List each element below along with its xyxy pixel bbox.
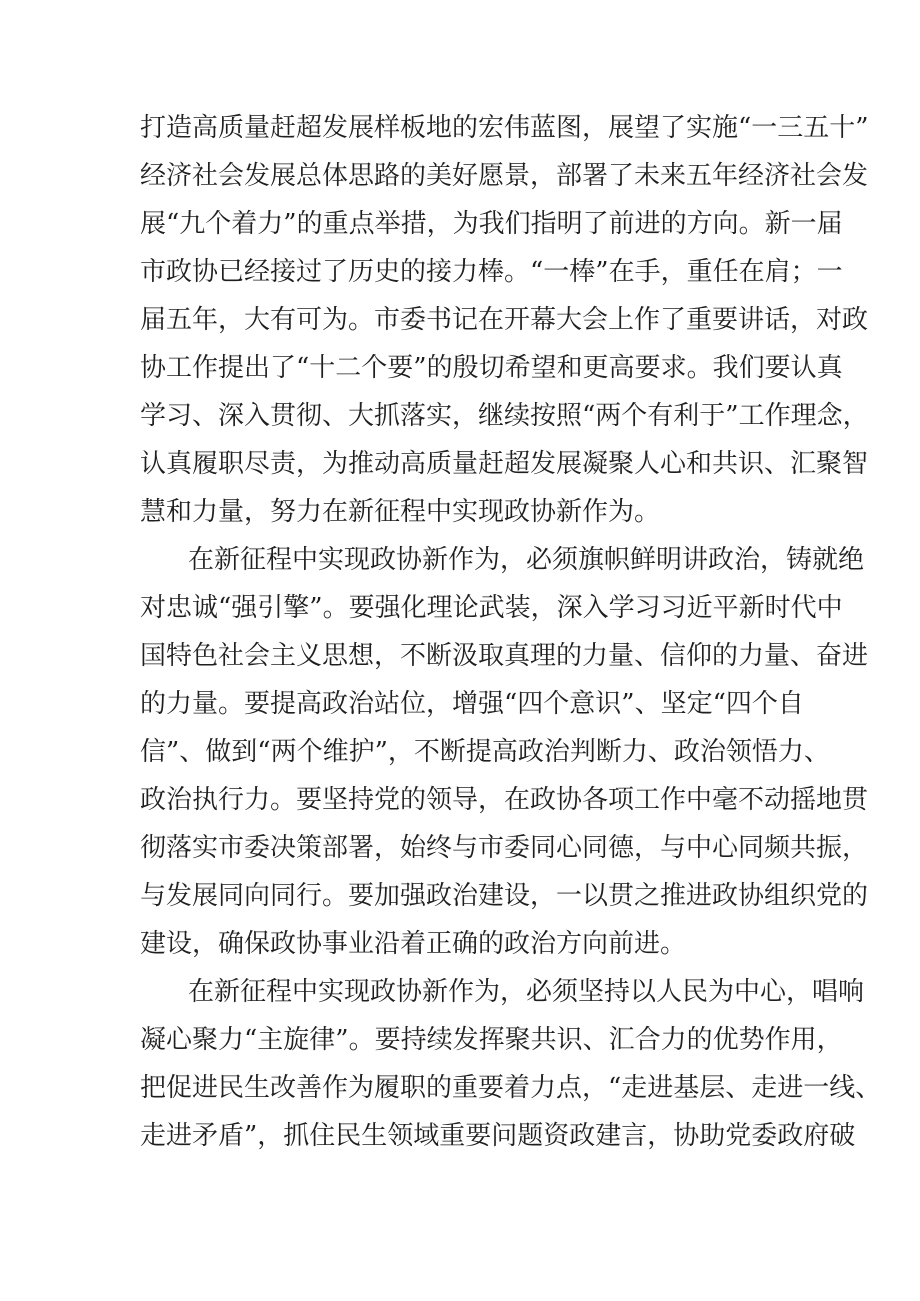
text-line: 届五年，大有可为。市委书记在开幕大会上作了重要讲话，对政 [140, 305, 869, 335]
text-line: 政治执行力。要坚持党的领导，在政协各项工作中毫不动摇地贯 [140, 785, 869, 815]
text-line: 学习、深入贯彻、大抓落实，继续按照“两个有利于”工作理念， [140, 401, 869, 431]
text-line: 经济社会发展总体思路的美好愿景，部署了未来五年经济社会发 [140, 161, 869, 191]
text-line: 与发展同向同行。要加强政治建设，一以贯之推进政协组织党的 [140, 881, 869, 911]
text-line: 的力量。要提高政治站位，增强“四个意识”、坚定“四个自 [140, 689, 804, 719]
text-line: 把促进民生改善作为履职的重要着力点，“走进基层、走进一线、 [140, 1073, 882, 1103]
text-line: 展“九个着力”的重点举措，为我们指明了前进的方向。新一届 [140, 209, 843, 239]
text-line: 认真履职尽责，为推动高质量赶超发展凝聚人心和共识、汇聚智 [140, 449, 869, 479]
text-line: 在新征程中实现政协新作为，必须旗帜鲜明讲政治，铸就绝 [188, 545, 865, 575]
text-line: 信”、做到“两个维护”，不断提高政治判断力、政治领悟力、 [140, 737, 830, 767]
text-line: 走进矛盾”，抓住民生领域重要问题资政建言，协助党委政府破 [140, 1121, 856, 1151]
paragraph-3 [140, 968, 882, 1160]
paragraph-1 [140, 104, 869, 536]
text-line: 国特色社会主义思想，不断汲取真理的力量、信仰的力量、奋进 [140, 641, 869, 671]
text-line: 慧和力量，努力在新征程中实现政协新作为。 [140, 497, 661, 527]
text-line: 对忠诚“强引擎”。要强化理论武装，深入学习习近平新时代中 [140, 593, 843, 623]
text-line: 在新征程中实现政协新作为，必须坚持以人民为中心，唱响 [188, 977, 865, 1007]
text-line: 彻落实市委决策部署，始终与市委同心同德，与中心同频共振， [140, 833, 869, 863]
document-body [140, 104, 882, 1160]
text-line: 协工作提出了“十二个要”的殷切希望和更高要求。我们要认真 [140, 353, 843, 383]
paragraph-2 [140, 536, 869, 968]
text-line: 建设，确保政协事业沿着正确的政治方向前进。 [140, 929, 687, 959]
text-line: 凝心聚力“主旋律”。要持续发挥聚共识、汇合力的优势作用， [140, 1025, 843, 1055]
text-line: 打造高质量赶超发展样板地的宏伟蓝图，展望了实施“一三五十” [140, 113, 869, 143]
text-line: 市政协已经接过了历史的接力棒。“一棒”在手，重任在肩；一 [140, 257, 843, 287]
